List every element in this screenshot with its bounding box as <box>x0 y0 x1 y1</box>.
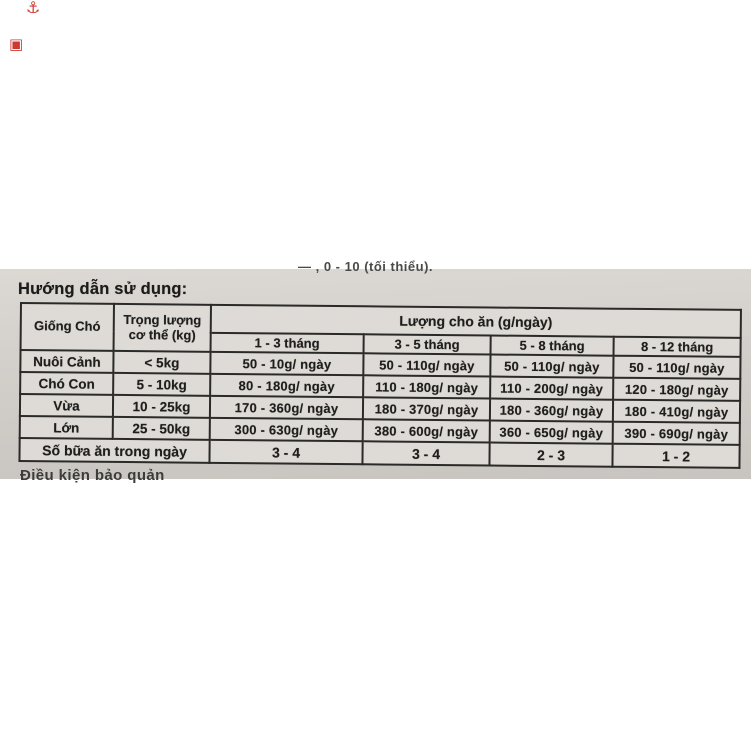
amount-cell: 180 - 360g/ ngày <box>490 399 613 422</box>
weight-cell: 25 - 50kg <box>113 417 210 440</box>
amount-cell: 50 - 110g/ ngày <box>363 353 490 376</box>
weight-header-cell: Trọng lượng cơ thể (kg) <box>114 304 211 352</box>
weight-cell: 10 - 25kg <box>113 395 210 418</box>
section-title: Hướng dẫn sử dụng: <box>18 280 188 298</box>
anchor-stamp-icon: ⚓ <box>26 0 41 17</box>
amount-cell: 120 - 180g/ ngày <box>613 378 740 401</box>
meals-label-cell: Số bữa ăn trong ngày <box>19 438 209 463</box>
clipped-text-bottom: Điều kiện bảo quản <box>20 467 165 484</box>
amount-cell: 110 - 180g/ ngày <box>363 375 490 398</box>
meals-value-cell: 3 - 4 <box>362 441 489 465</box>
weight-cell: < 5kg <box>113 351 210 374</box>
amount-cell: 50 - 10g/ ngày <box>210 352 363 375</box>
breed-cell: Vừa <box>20 394 113 417</box>
breed-cell: Lớn <box>20 416 113 439</box>
amount-cell: 110 - 200g/ ngày <box>490 377 613 400</box>
amount-cell: 300 - 630g/ ngày <box>210 418 363 441</box>
meals-value-cell: 2 - 3 <box>489 443 612 467</box>
amount-cell: 180 - 410g/ ngày <box>613 400 740 423</box>
clipped-text-top: — , 0 - 10 (tối thiểu). <box>298 259 434 274</box>
age-column-header: 5 - 8 tháng <box>491 336 614 356</box>
breed-header-cell: Giống Chó <box>21 303 114 351</box>
header-row-1 <box>21 303 741 338</box>
amount-cell: 380 - 600g/ ngày <box>363 419 490 442</box>
feeding-header-cell: Lượng cho ăn (g/ngày) <box>211 305 741 338</box>
seal-stamp-icon: ▣ <box>9 36 24 53</box>
amount-cell: 50 - 110g/ ngày <box>490 355 613 378</box>
age-column-header: 3 - 5 tháng <box>364 334 491 354</box>
amount-cell: 170 - 360g/ ngày <box>210 396 363 419</box>
meals-value-cell: 1 - 2 <box>612 444 739 468</box>
feeding-guide-table <box>18 302 742 469</box>
weight-cell: 5 - 10kg <box>113 373 210 396</box>
amount-cell: 80 - 180g/ ngày <box>210 374 363 397</box>
amount-cell: 50 - 110g/ ngày <box>613 356 740 379</box>
amount-cell: 360 - 650g/ ngày <box>490 421 613 444</box>
breed-cell: Chó Con <box>20 372 113 395</box>
feeding-guide-table-wrap <box>18 302 742 469</box>
packaging-photo-band <box>0 259 751 484</box>
amount-cell: 390 - 690g/ ngày <box>613 422 740 445</box>
amount-cell: 180 - 370g/ ngày <box>363 397 490 420</box>
breed-cell: Nuôi Cảnh <box>20 350 113 373</box>
age-column-header: 8 - 12 tháng <box>614 337 741 357</box>
age-column-header: 1 - 3 tháng <box>211 333 364 353</box>
meals-value-cell: 3 - 4 <box>209 440 362 464</box>
